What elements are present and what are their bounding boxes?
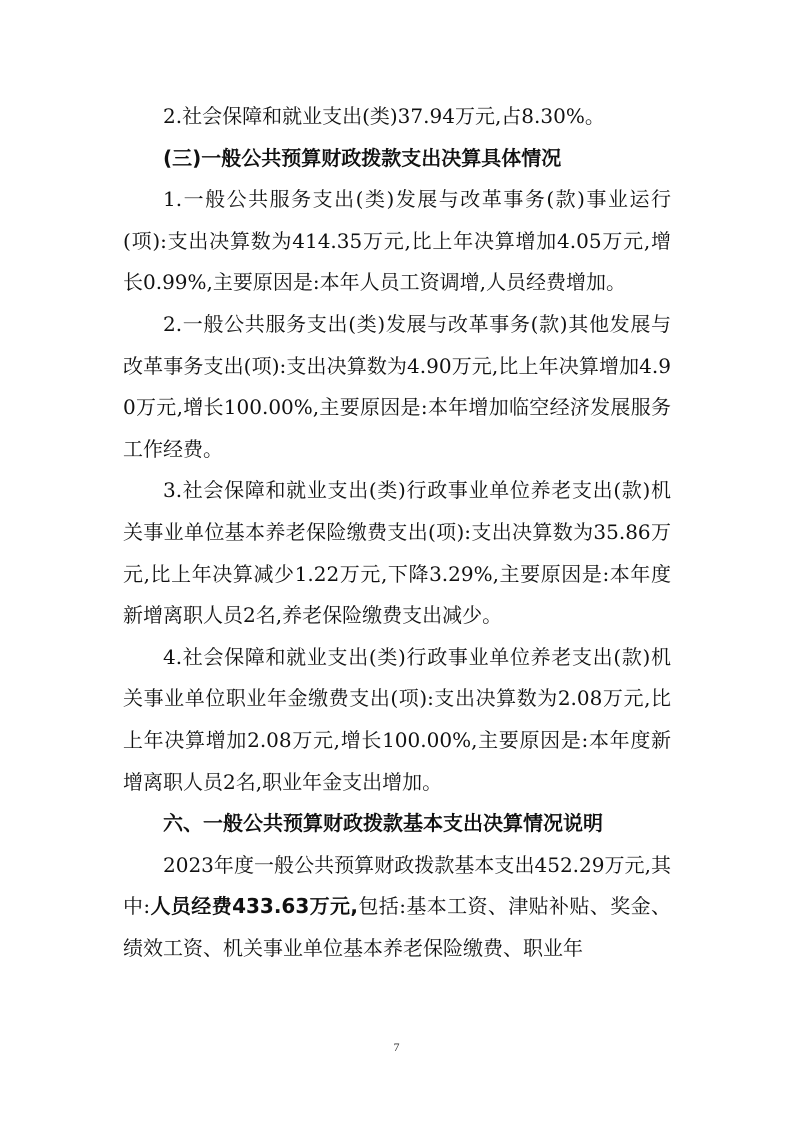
basic-expenditure-rest: 包括:基本工资、津贴补贴、奖金、绩效工资、机关事业单位基本养老保险缴费、职业年 — [123, 894, 671, 960]
section-heading-general-budget-details: (三)一般公共预算财政拨款支出决算具体情况 — [163, 145, 562, 170]
paragraph-item-1: 1.一般公共服务支出(类)发展与改革事务(款)事业运行(项):支出决算数为414.35万元,比上年决算增加4.05万元,增长0.99%,主要原因是:本年人员工资调增,人员经费增加。 — [123, 187, 671, 295]
personnel-cost-emphasis: 人员经费433.63万元, — [150, 894, 359, 919]
paragraph-item-2: 2.一般公共服务支出(类)发展与改革事务(款)其他发展与改革事务支出(项):支出决算数为4.90万元,比上年决算增加4.90万元,增长100.00%,主要原因是:本年增加临空经济发展服务工作经费。 — [123, 311, 671, 461]
section-heading-basic-expenditure: 六、一般公共预算财政拨款基本支出决算情况说明 — [163, 811, 603, 836]
paragraph-social-security-total: 2.社会保障和就业支出(类)37.94万元,占8.30%。 — [163, 104, 605, 128]
paragraph-item-3: 3.社会保障和就业支出(类)行政事业单位养老支出(款)机关事业单位基本养老保险缴费支出(项):支出决算数为35.86万元,比上年决算减少1.22万元,下降3.29%,主要原因是:本年度新增离职人员2名,养老保险缴费支出减少。 — [123, 478, 671, 628]
document-body — [123, 96, 671, 969]
basic-expenditure-lead: 2023年度一般公共预算财政拨款基本支出452.29万元,其中: — [123, 852, 671, 919]
page-number: 7 — [393, 1040, 400, 1054]
paragraph-basic-expenditure — [123, 845, 671, 970]
paragraph-item-4: 4.社会保障和就业支出(类)行政事业单位养老支出(款)机关事业单位职业年金缴费支出(项):支出决算数为2.08万元,比上年决算增加2.08万元,增长100.00%,主要原因是:本年度新增离职人员2名,职业年金支出增加。 — [123, 644, 671, 794]
